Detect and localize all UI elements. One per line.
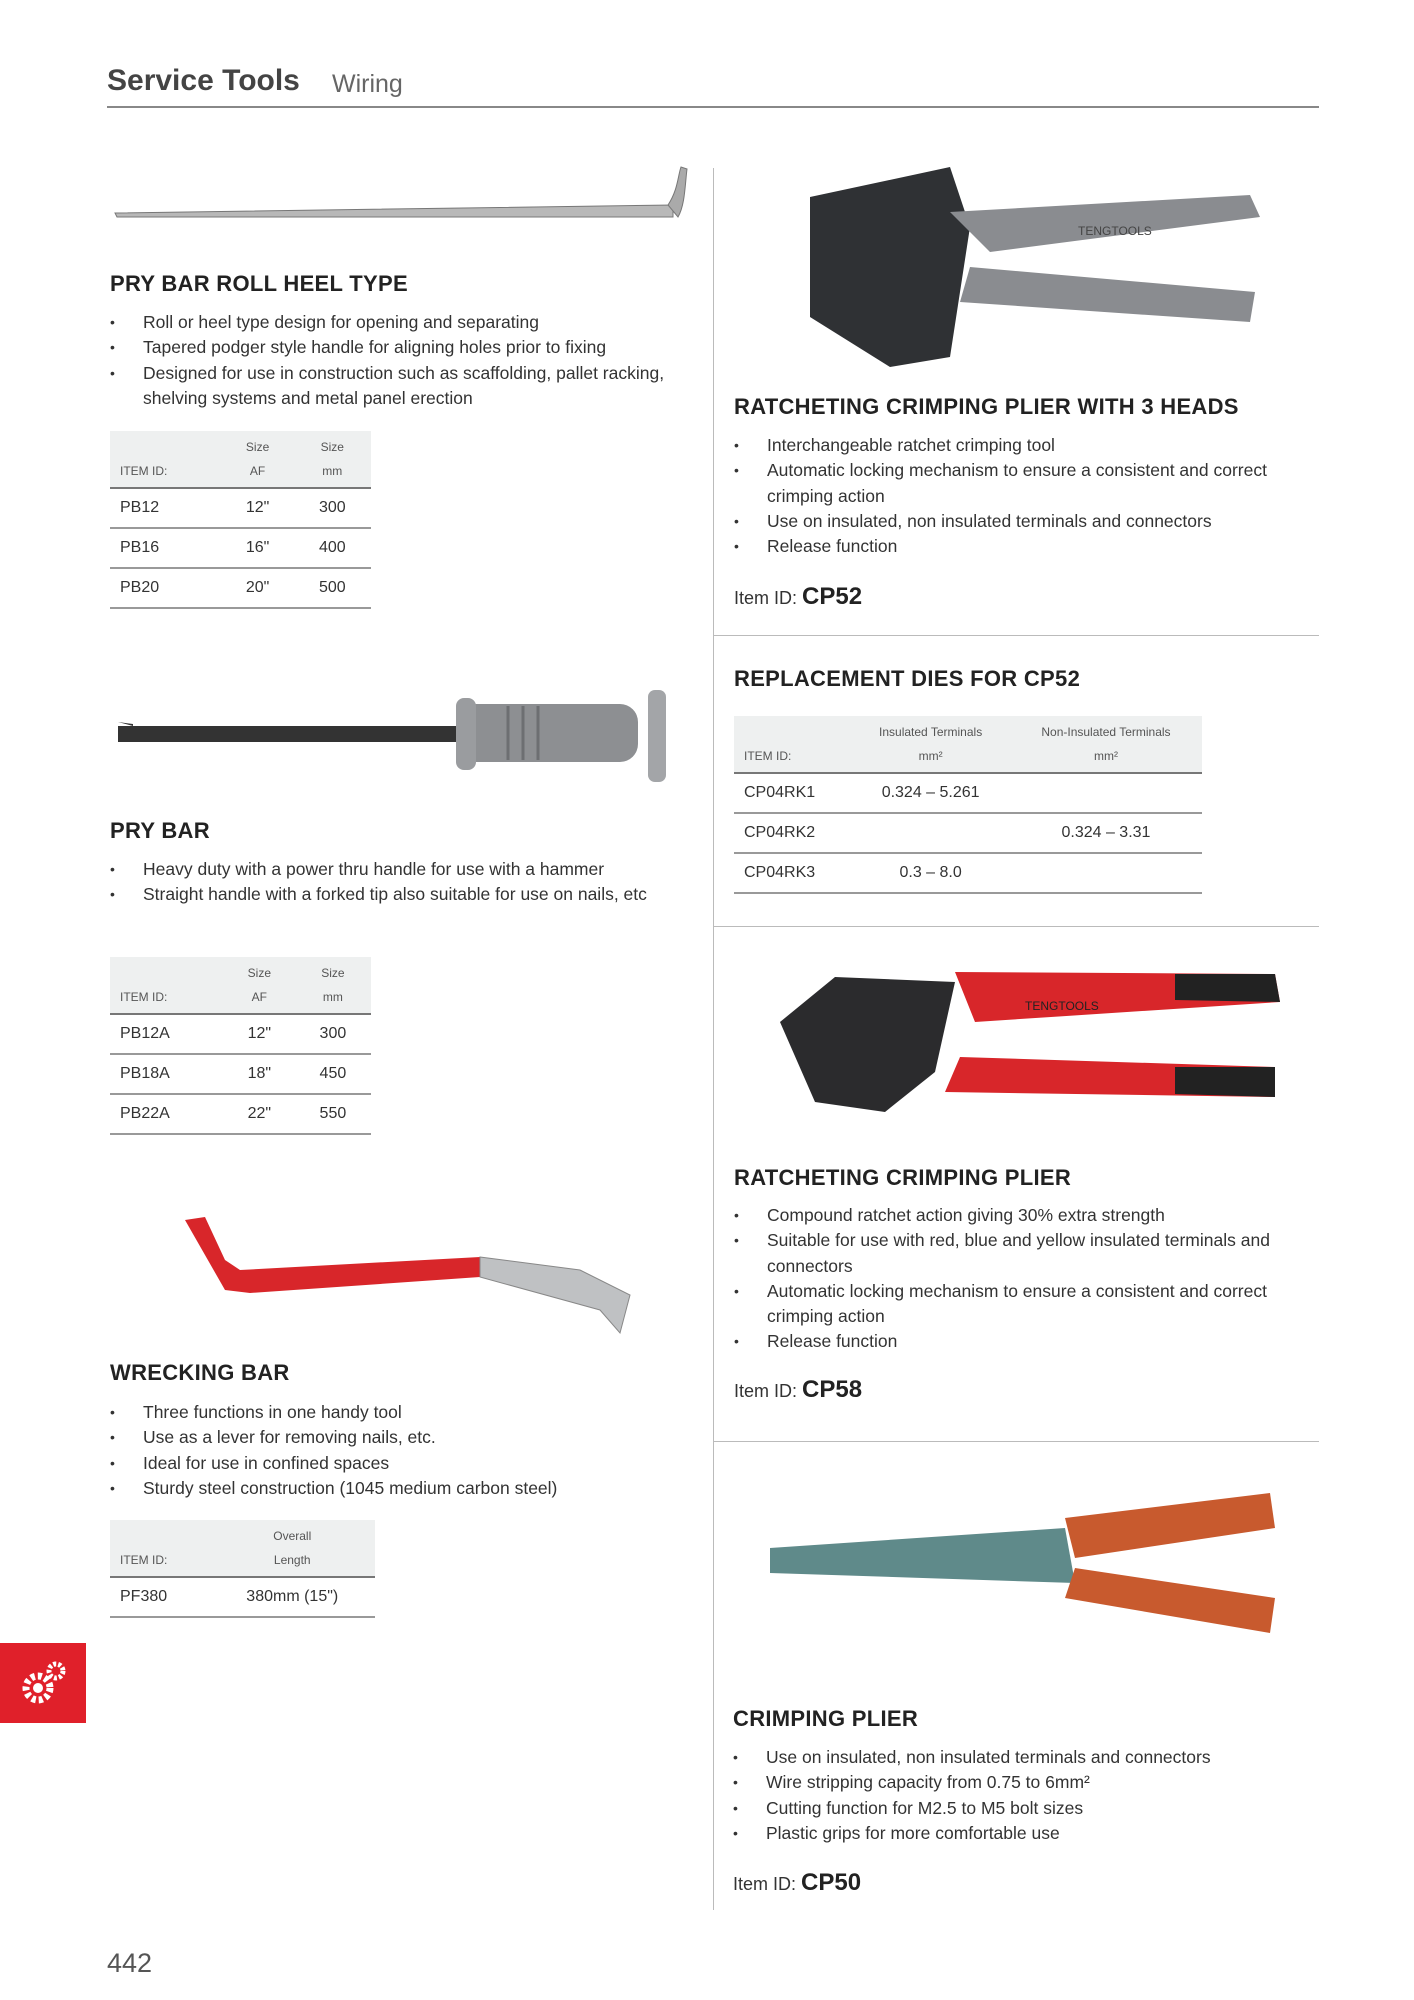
feature-list — [110, 310, 700, 411]
feature-list — [110, 1400, 710, 1501]
feature-item: • Three functions in one handy tool — [110, 1400, 710, 1425]
section-subtitle: Wiring — [332, 70, 403, 98]
header-divider — [107, 106, 1319, 108]
feature-list — [734, 433, 1319, 559]
product-title: CRIMPING PLIER — [733, 1706, 919, 1731]
feature-item: • Release function — [734, 1329, 1319, 1354]
col-header: Size AF — [222, 431, 294, 488]
item-id: Item ID: CP58 — [734, 1376, 863, 1403]
feature-list — [734, 1203, 1319, 1355]
table-row: CP04RK2 0.324 – 3.31 — [734, 813, 1202, 853]
feature-item: • Automatic locking mechanism to ensure a consistent and correct crimping action — [734, 1279, 1319, 1330]
section-tab — [0, 1643, 86, 1723]
table-row: PF380 380mm (15") — [110, 1577, 375, 1617]
feature-item: • Release function — [734, 534, 1319, 559]
gears-icon — [0, 1643, 86, 1723]
feature-item: • Sturdy steel construction (1045 medium carbon steel) — [110, 1476, 710, 1501]
spec-table: ITEM ID: Overall Length PF380 380mm (15") — [110, 1520, 375, 1618]
pry-bar-roll-heel-image — [113, 165, 688, 240]
table-row: PB20 20" 500 — [110, 568, 371, 608]
table-row: PB12A 12" 300 — [110, 1014, 371, 1054]
item-id: Item ID: CP52 — [734, 583, 863, 610]
product-title: PRY BAR — [110, 818, 210, 843]
divider — [714, 926, 1319, 927]
section-title: Service Tools — [107, 64, 300, 97]
feature-item: • Interchangeable ratchet crimping tool — [734, 433, 1319, 458]
svg-text:TENGTOOLS: TENGTOOLS — [1025, 999, 1099, 1013]
feature-item: • Compound ratchet action giving 30% extra strength — [734, 1203, 1319, 1228]
feature-item: • Roll or heel type design for opening and separating — [110, 310, 700, 335]
table-row: PB12 12" 300 — [110, 488, 371, 528]
feature-item: • Wire stripping capacity from 0.75 to 6mm² — [733, 1770, 1318, 1795]
col-header: ITEM ID: — [110, 431, 222, 488]
feature-item: • Automatic locking mechanism to ensure a consistent and correct crimping action — [734, 458, 1319, 509]
feature-item: • Use as a lever for removing nails, etc. — [110, 1425, 710, 1450]
feature-item: • Plastic grips for more comfortable use — [733, 1821, 1318, 1846]
product-title: RATCHETING CRIMPING PLIER WITH 3 HEADS — [734, 394, 1239, 419]
svg-text:TENGTOOLS: TENGTOOLS — [1078, 224, 1152, 238]
table-row: CP04RK1 0.324 – 5.261 — [734, 773, 1202, 813]
product-title: RATCHETING CRIMPING PLIER — [734, 1165, 1072, 1190]
col-header: Size mm — [294, 431, 371, 488]
feature-item: • Cutting function for M2.5 to M5 bolt sizes — [733, 1796, 1318, 1821]
feature-list — [110, 857, 700, 908]
divider — [714, 1441, 1319, 1442]
cp52-image — [800, 167, 1265, 367]
feature-list — [733, 1745, 1318, 1846]
feature-item: • Designed for use in construction such as scaffolding, pallet racking, shelving systems and metal panel erection — [110, 361, 700, 412]
spec-table: ITEM ID: Size AF Size mm PB12A 12" 300 PB18A 18" 450 PB22A 22" 550 — [110, 957, 371, 1135]
product-title: PRY BAR ROLL HEEL TYPE — [110, 271, 408, 296]
feature-item: • Tapered podger style handle for aligning holes prior to fixing — [110, 335, 700, 360]
cp50-image — [765, 1488, 1280, 1638]
table-row: PB18A 18" 450 — [110, 1054, 371, 1094]
spec-table: ITEM ID: Insulated Terminals mm² Non-Insulated Terminals mm² CP04RK1 0.324 – 5.261 CP04RK2 0.324 – 3.31 CP04RK3 0.3 – 8.0 — [734, 716, 1202, 894]
feature-item: • Heavy duty with a power thru handle for use with a hammer — [110, 857, 700, 882]
feature-item: • Suitable for use with red, blue and yellow insulated terminals and connectors — [734, 1228, 1319, 1279]
table-row: PB22A 22" 550 — [110, 1094, 371, 1134]
wrecking-bar-image — [180, 1215, 635, 1340]
feature-item: • Use on insulated, non insulated terminals and connectors — [733, 1745, 1318, 1770]
spec-table — [110, 431, 371, 609]
feature-item: • Use on insulated, non insulated terminals and connectors — [734, 509, 1319, 534]
column-divider — [713, 168, 714, 1910]
cp58-image — [775, 962, 1280, 1122]
table-row: PB16 16" 400 — [110, 528, 371, 568]
product-title: WRECKING BAR — [110, 1360, 290, 1385]
product-title: REPLACEMENT DIES FOR CP52 — [734, 666, 1081, 691]
divider — [714, 635, 1319, 636]
table-row: CP04RK3 0.3 – 8.0 — [734, 853, 1202, 893]
feature-item: • Ideal for use in confined spaces — [110, 1451, 710, 1476]
item-id: Item ID: CP50 — [733, 1869, 862, 1896]
pry-bar-image — [118, 686, 688, 786]
page-number: 442 — [107, 1948, 153, 1978]
feature-item: • Straight handle with a forked tip also suitable for use on nails, etc — [110, 882, 700, 907]
